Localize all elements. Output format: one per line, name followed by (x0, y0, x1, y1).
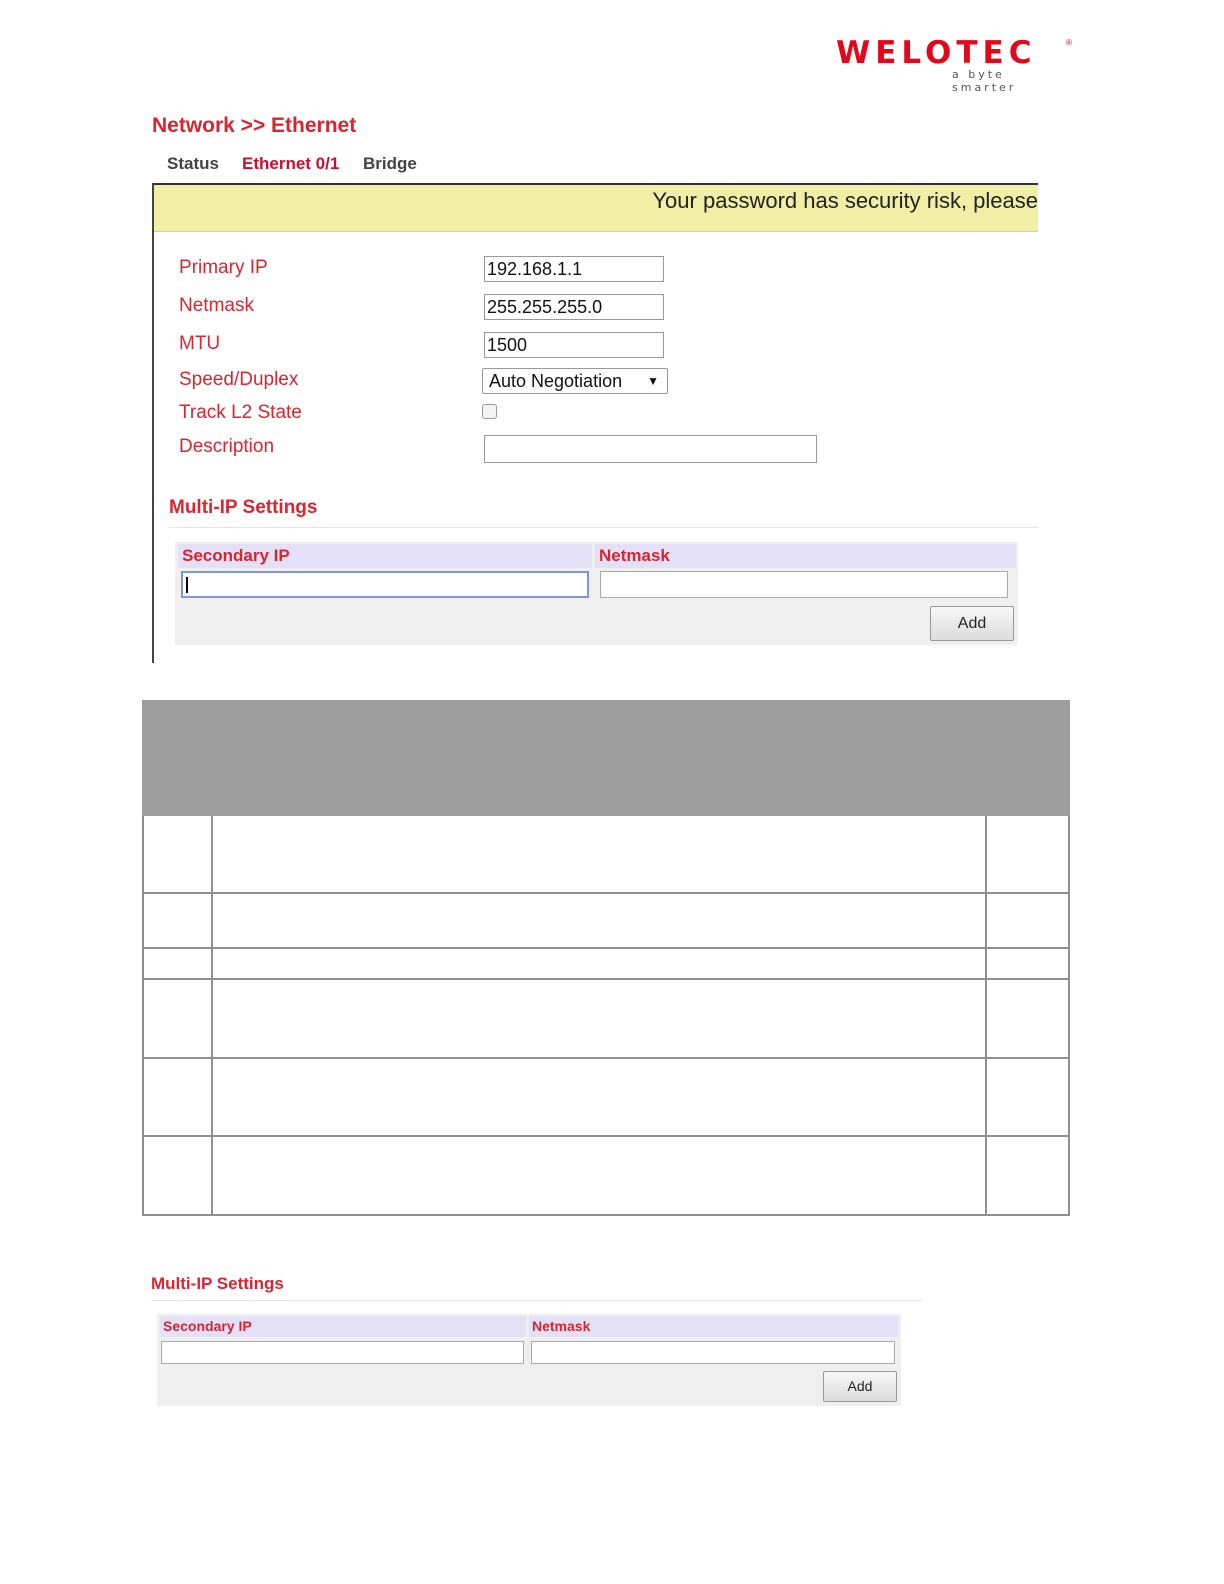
description-input[interactable] (484, 435, 817, 463)
track-l2-checkbox[interactable] (482, 404, 497, 419)
ethernet-panel (152, 183, 1038, 663)
multi-ip-title-2: Multi-IP Settings (151, 1274, 284, 1293)
security-warning-text: Your password has security risk, please (652, 188, 1038, 213)
secondary-ip-header-2: Secondary IP (160, 1316, 526, 1337)
speed-duplex-value: Auto Negotiation (489, 371, 623, 391)
logo-wordmark: WELOTEC (836, 35, 1037, 71)
description-label: Description (179, 436, 275, 457)
column-divider (1068, 816, 1070, 1216)
primary-ip-label: Primary IP (179, 257, 268, 278)
mtu-label: MTU (179, 333, 221, 354)
row-divider (142, 892, 1070, 894)
netmask-label: Netmask (179, 295, 254, 316)
row-divider (142, 1214, 1070, 1216)
netmask-input-2[interactable] (531, 1341, 895, 1364)
column-divider (142, 816, 144, 1216)
table-header (142, 700, 1070, 816)
page-title: Network >> Ethernet (152, 114, 357, 137)
security-warning-banner (154, 183, 1038, 232)
tab-ethernet[interactable]: Ethernet 0/1 (242, 154, 340, 173)
track-l2-label: Track L2 State (179, 402, 302, 423)
text-cursor (186, 577, 188, 593)
multi-ip-table-2 (157, 1314, 901, 1406)
secondary-ip-input-2[interactable] (161, 1341, 524, 1364)
add-button-2[interactable]: Add (823, 1371, 897, 1402)
netmask-header-2: Netmask (529, 1316, 898, 1337)
netmask-header: Netmask (595, 544, 1016, 568)
chevron-down-icon: ▼ (647, 374, 659, 388)
tab-status[interactable]: Status (167, 154, 219, 173)
column-divider (985, 816, 987, 1216)
row-divider (142, 978, 1070, 980)
description-table (142, 700, 1070, 1216)
add-button[interactable]: Add (930, 606, 1014, 641)
primary-ip-input[interactable]: 192.168.1.1 (484, 256, 664, 282)
secondary-ip-input[interactable] (181, 571, 589, 598)
divider (151, 1300, 923, 1301)
registered-mark: ® (1066, 38, 1072, 47)
welotec-logo (836, 35, 1072, 94)
secondary-ip-header: Secondary IP (178, 544, 592, 568)
mtu-input[interactable]: 1500 (484, 332, 664, 358)
netmask-input[interactable]: 255.255.255.0 (484, 294, 664, 320)
row-divider (142, 1135, 1070, 1137)
tab-bridge[interactable]: Bridge (363, 154, 417, 173)
logo-tagline: a byte smarter (952, 68, 1017, 94)
multi-ip-title: Multi-IP Settings (169, 497, 318, 518)
speed-duplex-select[interactable] (482, 368, 668, 394)
netmask-input-multi[interactable] (600, 571, 1008, 598)
divider (169, 527, 1038, 528)
row-divider (142, 947, 1070, 949)
column-divider (211, 816, 213, 1216)
multi-ip-table (175, 542, 1018, 645)
speed-duplex-label: Speed/Duplex (179, 369, 299, 390)
row-divider (142, 1057, 1070, 1059)
